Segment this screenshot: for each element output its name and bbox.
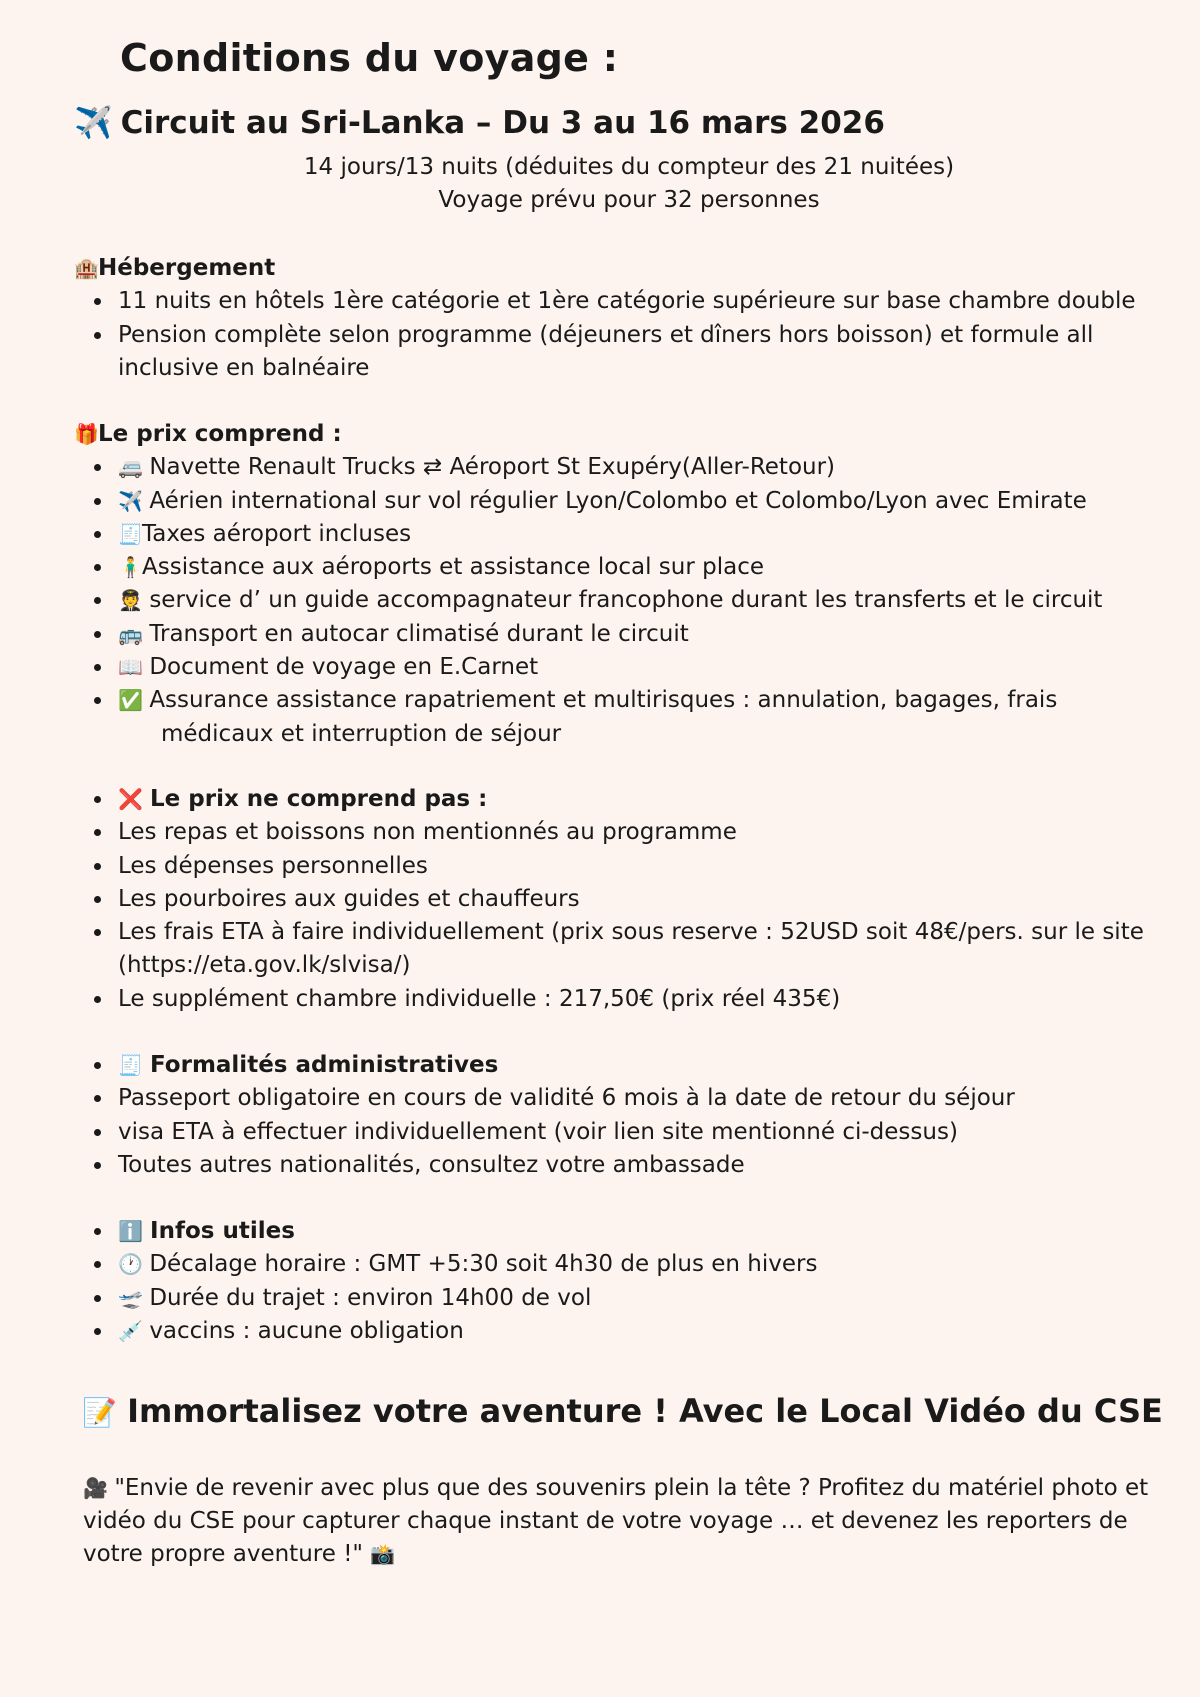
airplane-icon: ✈️	[74, 105, 113, 141]
list-item: Pension complète selon programme (déjeuners et dîners hors boisson) et formule all inclusive en balnéaire	[74, 319, 1184, 386]
comprend-title	[74, 418, 1184, 451]
list-item: 11 nuits en hôtels 1ère catégorie et 1ère catégorie supérieure sur base chambre double	[74, 285, 1184, 318]
clock-icon: 🕐	[118, 1252, 143, 1277]
list-item: Les pourboires aux guides et chauffeurs	[74, 883, 1184, 916]
departure-icon: 🛫	[118, 1285, 143, 1310]
check-icon: ✅	[118, 688, 143, 713]
list-item-text-continued: médicaux et interruption de séjour	[161, 720, 562, 747]
list-item-text: Assistance aux aéroports et assistance local sur place	[142, 554, 764, 581]
section-comprend	[74, 418, 1184, 751]
movie-camera-icon: 🎥	[83, 1476, 108, 1500]
list-item	[74, 1315, 1184, 1348]
list-item-text: Durée du trajet : environ 14h00 de vol	[149, 1284, 592, 1311]
section-formalites	[74, 1049, 1184, 1182]
list-item: Le supplément chambre individuelle : 217,50€ (prix réel 435€)	[74, 983, 1184, 1016]
list-item	[74, 684, 1184, 751]
list-item-text: Document de voyage en E.Carnet	[149, 654, 539, 681]
receipt-icon: 🧾	[118, 521, 143, 546]
person-icon: 🧍‍♂️	[118, 555, 143, 580]
list-item	[74, 518, 1184, 551]
hebergement-title	[74, 252, 1184, 285]
camera-flash-icon: 📸	[370, 1542, 396, 1566]
list-item	[74, 485, 1184, 518]
list-item-text: Transport en autocar climatisé durant le circuit	[149, 620, 689, 647]
ne-comprend-title-text: Le prix ne comprend pas :	[150, 786, 488, 812]
formalites-title-text: Formalités administratives	[150, 1052, 499, 1078]
gift-icon: 🎁	[74, 422, 99, 446]
list-item: Les dépenses personnelles	[74, 850, 1184, 883]
comprend-list	[74, 451, 1184, 751]
formalites-list	[74, 1049, 1184, 1182]
airplane-icon: ✈️	[118, 488, 143, 513]
hebergement-list	[74, 285, 1184, 385]
cross-icon: ❌	[118, 787, 143, 811]
list-item: Toutes autres nationalités, consultez votre ambassade	[74, 1149, 1184, 1182]
section-hebergement	[74, 252, 1184, 385]
document-icon: 🧾	[118, 1053, 143, 1077]
trip-group: Voyage prévu pour 32 personnes	[438, 187, 820, 213]
hebergement-title-text: Hébergement	[98, 255, 276, 281]
list-item: Les frais ETA à faire individuellement (prix sous reserve : 52USD soit 48€/pers. sur le site (https://eta.gov.lk/slvisa/)	[74, 916, 1184, 983]
comprend-title-text: Le prix comprend :	[98, 421, 342, 447]
trip-title	[74, 104, 885, 141]
list-item	[74, 1282, 1184, 1315]
list-item: Les repas et boissons non mentionnés au programme	[74, 816, 1184, 849]
ne-comprend-list	[74, 783, 1184, 1016]
list-item	[74, 551, 1184, 584]
list-item	[74, 618, 1184, 651]
section-infos	[74, 1215, 1184, 1348]
video-title-text: Immortalisez votre aventure ! Avec le Local Vidéo du CSE	[127, 1392, 1163, 1430]
list-item-text: Assurance assistance rapatriement et multirisques : annulation, bagages, frais	[149, 687, 1058, 714]
trip-duration: 14 jours/13 nuits (déduites du compteur des 21 nuitées)	[303, 154, 955, 180]
list-item	[74, 451, 1184, 484]
memo-icon: 📝	[82, 1396, 117, 1429]
hotel-icon: 🏨	[74, 256, 99, 280]
ne-comprend-title	[74, 783, 1184, 816]
list-item	[74, 1248, 1184, 1281]
page-title: Conditions du voyage :	[120, 36, 619, 80]
list-item-text: Navette Renault Trucks ⇄ Aéroport St Exupéry(Aller-Retour)	[149, 454, 836, 481]
list-item: visa ETA à effectuer individuellement (voir lien site mentionné ci-dessus)	[74, 1116, 1184, 1149]
shuttle-icon: 🚐	[118, 455, 143, 480]
formalites-title	[74, 1049, 1184, 1082]
video-paragraph-text: "Envie de revenir avec plus que des souvenirs plein la tête ? Profitez du matériel photo et vidéo du CSE pour capturer chaque instant de votre voyage … et devenez les reporters de votre propre aventure !"	[83, 1475, 1149, 1567]
bus-icon: 🚌	[118, 621, 143, 646]
list-item	[74, 584, 1184, 617]
section-ne-comprend	[74, 783, 1184, 1016]
list-item-text: vaccins : aucune obligation	[149, 1317, 464, 1344]
book-icon: 📖	[118, 655, 143, 680]
list-item: Passeport obligatoire en cours de validité 6 mois à la date de retour du séjour	[74, 1082, 1184, 1115]
list-item-text: service d’ un guide accompagnateur francophone durant les transferts et le circuit	[149, 587, 1103, 614]
trip-title-text: Circuit au Sri-Lanka – Du 3 au 16 mars 2026	[120, 105, 885, 141]
list-item-text: Taxes aéroport incluses	[142, 520, 412, 547]
list-item-text: Aérien international sur vol régulier Lyon/Colombo et Colombo/Lyon avec Emirate	[149, 487, 1087, 514]
infos-list	[74, 1215, 1184, 1348]
syringe-icon: 💉	[118, 1318, 143, 1343]
video-section-title	[82, 1392, 1163, 1430]
infos-title	[74, 1215, 1184, 1248]
guide-icon: 🧑‍✈️	[118, 588, 143, 613]
list-item	[74, 651, 1184, 684]
info-icon: ℹ️	[118, 1219, 143, 1243]
list-item-text: Décalage horaire : GMT +5:30 soit 4h30 de plus en hivers	[149, 1251, 818, 1278]
video-paragraph	[83, 1472, 1163, 1571]
infos-title-text: Infos utiles	[150, 1218, 295, 1244]
